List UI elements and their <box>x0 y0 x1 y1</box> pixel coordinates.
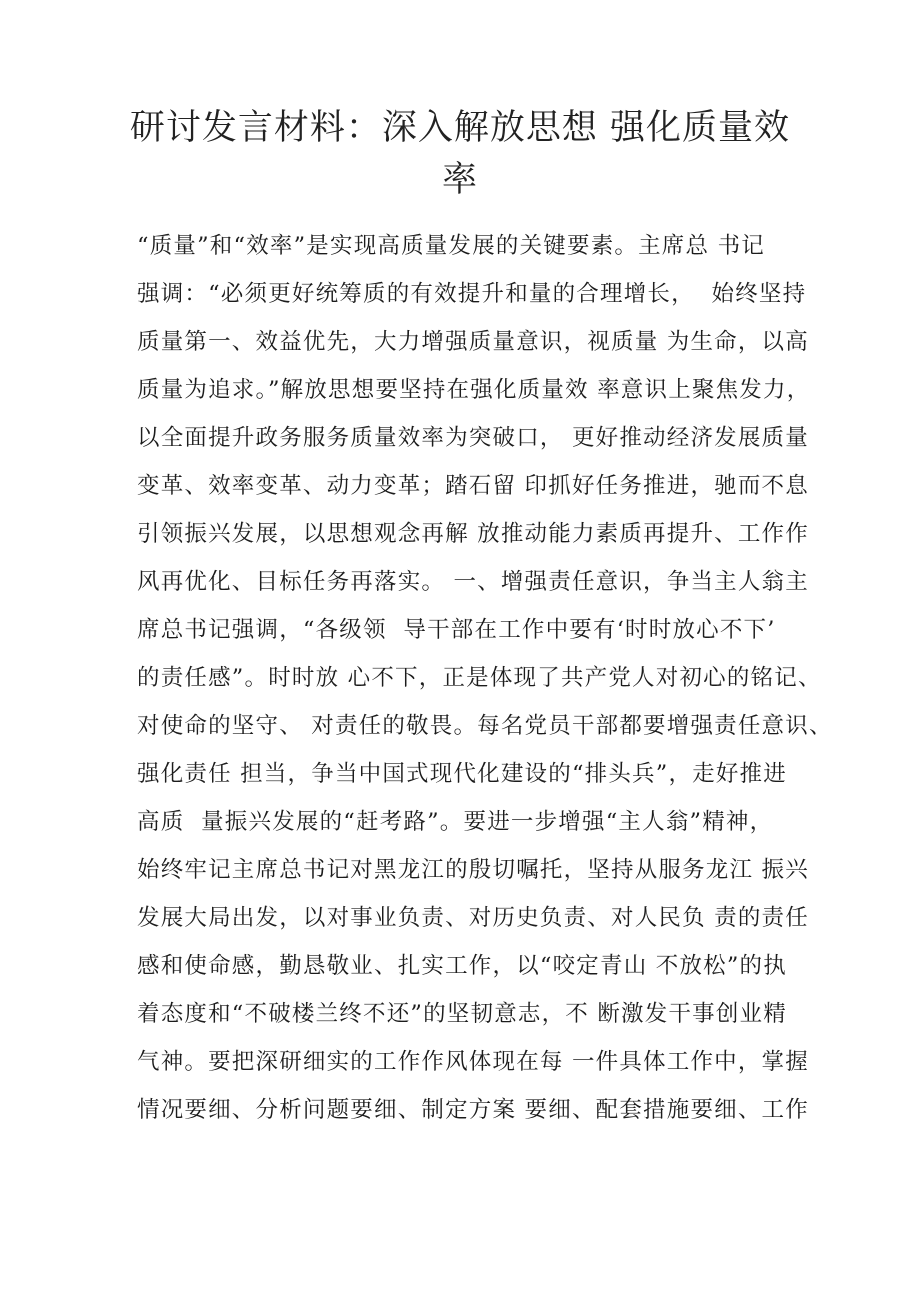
body-line: 强调：“必须更好统筹质的有效提升和量的合理增长， 始终坚持 <box>137 281 807 307</box>
document-body <box>137 222 833 1134</box>
body-line: 高质 量振兴发展的“赶考路”。要进一步增强“主人翁”精神， <box>137 809 774 835</box>
body-line: 风再优化、目标任务再落实。 一、增强责任意识，争当主人翁主 <box>137 569 809 595</box>
body-line: 变革、效率变革、动力变革；踏石留 印抓好任务推进，驰而不息 <box>137 473 809 499</box>
body-line: 发展大局出发，以对事业负责、对历史负责、对人民负 责的责任 <box>137 905 809 931</box>
body-line: 强化责任 担当，争当中国式现代化建设的“排头兵”，走好推进 <box>137 761 787 787</box>
body-line: 引领振兴发展，以思想观念再解 放推动能力素质再提升、工作作 <box>137 521 809 547</box>
body-line: 质量第一、效益优先，大力增强质量意识，视质量 为生命，以高 <box>137 329 809 355</box>
body-line: 以全面提升政务服务质量效率为突破口， 更好推动经济发展质量 <box>137 425 809 451</box>
body-line: 始终牢记主席总书记对黑龙江的殷切嘱托，坚持从服务龙江 振兴 <box>137 857 809 883</box>
body-line: 情况要细、分析问题要细、制定方案 要细、配套措施要细、工作 <box>137 1097 809 1123</box>
title-line: 率 <box>441 160 478 200</box>
body-line: 席总书记强调，“各级领 导干部在工作中要有‘时时放心不下’ <box>137 617 776 643</box>
body-line: 质量为追求。”解放思想要坚持在强化质量效 率意识上聚焦发力， <box>137 377 811 403</box>
document-title <box>90 102 830 206</box>
body-line: 着态度和“不破楼兰终不还”的坚韧意志，不 断激发干事创业精 <box>137 1001 787 1027</box>
body-line: “质量”和“效率”是实现高质量发展的关键要素。主席总 书记 <box>137 233 765 259</box>
title-line: 研讨发言材料：深入解放思想 强化质量效 <box>129 108 791 148</box>
body-line: 感和使命感，勤恳敬业、扎实工作，以“咬定青山 不放松”的执 <box>137 953 787 979</box>
body-line: 的责任感”。时时放 心不下，正是体现了共产党人对初心的铭记、 <box>137 665 822 691</box>
body-line: 对使命的坚守、 对责任的敬畏。每名党员干部都要增强责任意识、 <box>137 713 833 739</box>
body-line: 气神。要把深研细实的工作作风体现在每 一件具体工作中，掌握 <box>137 1049 809 1075</box>
